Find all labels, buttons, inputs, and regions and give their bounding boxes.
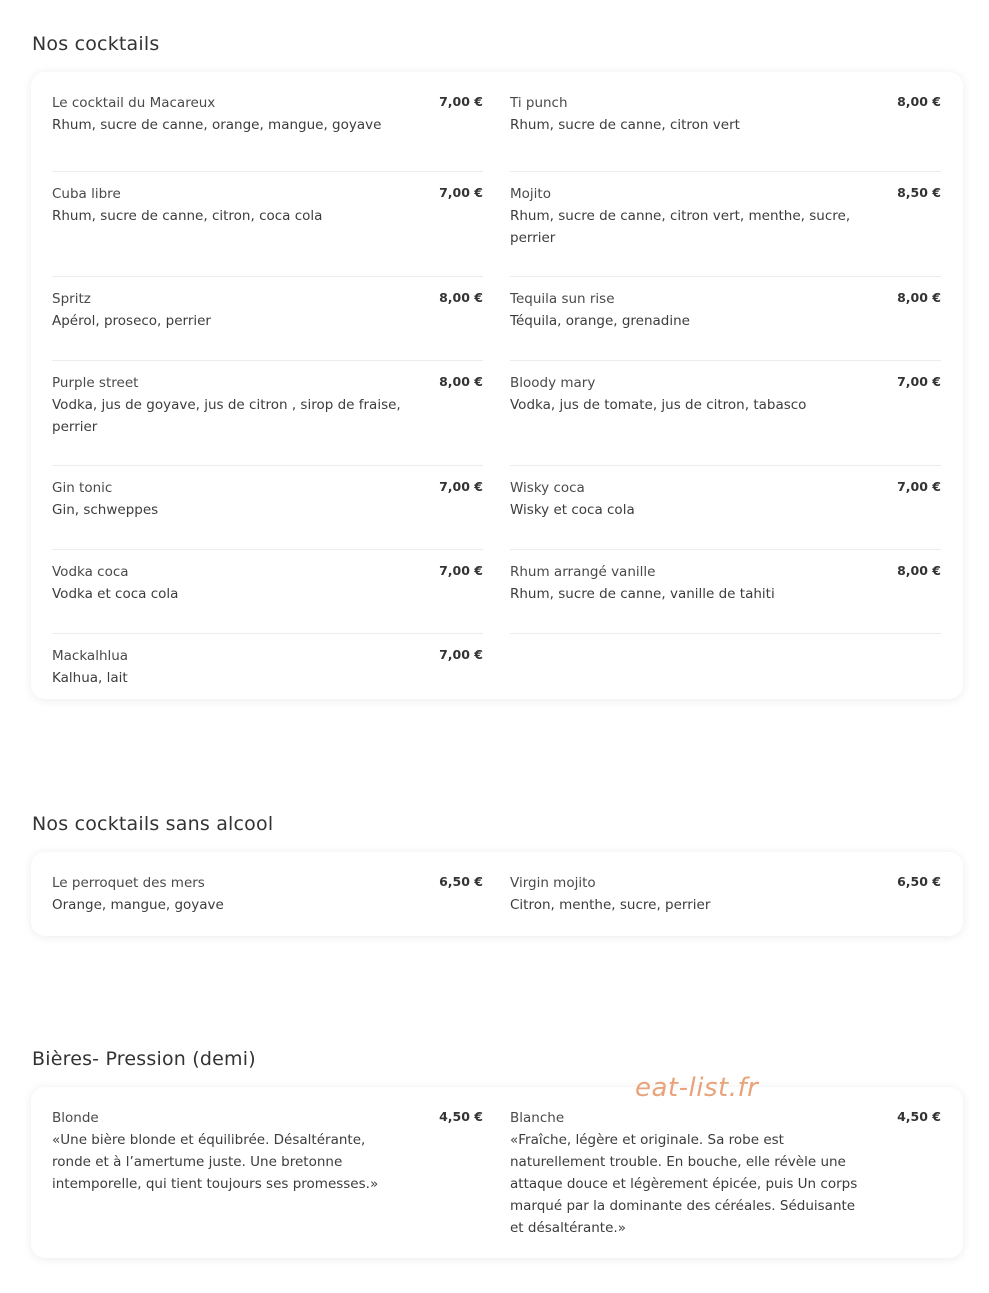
- item-price: 7,00 €: [439, 647, 483, 662]
- item-price: 7,00 €: [439, 94, 483, 109]
- item-name: Blonde: [52, 1110, 99, 1126]
- item-name: Blanche: [510, 1110, 565, 1126]
- item-price: 7,00 €: [439, 563, 483, 578]
- menu-item: [52, 172, 483, 277]
- item-price: 8,00 €: [897, 563, 941, 578]
- item-name: Ti punch: [510, 95, 568, 111]
- item-price: 8,50 €: [897, 185, 941, 200]
- item-name: Gin tonic: [52, 480, 113, 496]
- item-name: Mojito: [510, 186, 551, 202]
- section-title-beers: Bières- Pression (demi): [32, 1048, 256, 1070]
- item-description: Apérol, proseco, perrier: [52, 313, 211, 329]
- item-description: Rhum, sucre de canne, orange, mangue, goyave: [52, 117, 382, 133]
- item-description: Vodka et coca cola: [52, 586, 179, 602]
- item-description: Rhum, sucre de canne, citron, coca cola: [52, 208, 323, 224]
- menu-item: [510, 361, 941, 466]
- item-name: Wisky coca: [510, 480, 585, 496]
- item-price: 8,00 €: [897, 290, 941, 305]
- item-name: Spritz: [52, 291, 91, 307]
- item-description: Rhum, sucre de canne, vanille de tahiti: [510, 586, 775, 602]
- item-description: Kalhua, lait: [52, 670, 128, 686]
- watermark: eat-list.fr: [635, 1073, 759, 1103]
- item-name: Le perroquet des mers: [52, 875, 205, 891]
- item-price: 8,00 €: [439, 374, 483, 389]
- item-name: Tequila sun rise: [510, 291, 615, 307]
- item-description: Rhum, sucre de canne, citron vert: [510, 117, 740, 133]
- item-price: 6,50 €: [897, 874, 941, 889]
- item-price: 6,50 €: [439, 874, 483, 889]
- menu-item: [52, 277, 483, 361]
- item-price: 4,50 €: [897, 1109, 941, 1124]
- item-description: «Une bière blonde et équilibrée. Désaltérante, ronde et à l’amertume juste. Une bretonne intemporelle, qui tient toujours ses promesses.»: [52, 1132, 379, 1192]
- menu-item: [510, 172, 941, 277]
- item-price: 7,00 €: [439, 479, 483, 494]
- item-description: Wisky et coca cola: [510, 502, 635, 518]
- item-description: Rhum, sucre de canne, citron vert, menthe, sucre, perrier: [510, 208, 851, 246]
- menu-item: [52, 1103, 483, 1243]
- item-description: Téquila, orange, grenadine: [510, 313, 690, 329]
- menu-item: [510, 466, 941, 550]
- menu-item: [52, 361, 483, 466]
- menu-card-cocktails: [31, 72, 963, 699]
- item-price: 8,00 €: [897, 94, 941, 109]
- menu-item: [52, 634, 483, 704]
- item-name: Le cocktail du Macareux: [52, 95, 216, 111]
- item-description: Orange, mangue, goyave: [52, 897, 224, 913]
- menu-card-mocktails: [31, 852, 963, 936]
- item-description: «Fraîche, légère et originale. Sa robe est naturellement trouble. En bouche, elle révèle une attaque douce et légèrement épicée, puis Un corps marqué par la dominante des céréales. Séduisante et désaltérante.»: [510, 1132, 858, 1236]
- item-price: 7,00 €: [897, 479, 941, 494]
- item-name: Bloody mary: [510, 375, 596, 391]
- section-title-mocktails: Nos cocktails sans alcool: [32, 813, 274, 835]
- item-name: Cuba libre: [52, 186, 121, 202]
- item-price: 4,50 €: [439, 1109, 483, 1124]
- menu-item: [52, 466, 483, 550]
- menu-item: [510, 1103, 941, 1243]
- section-title-cocktails: Nos cocktails: [32, 33, 160, 55]
- item-name: Rhum arrangé vanille: [510, 564, 656, 580]
- item-description: Citron, menthe, sucre, perrier: [510, 897, 711, 913]
- item-description: Gin, schweppes: [52, 502, 159, 518]
- menu-item: [510, 868, 941, 924]
- menu-item: [510, 550, 941, 634]
- item-price: 7,00 €: [439, 185, 483, 200]
- item-name: Mackalhlua: [52, 648, 129, 664]
- menu-item: [510, 277, 941, 361]
- item-description: Vodka, jus de tomate, jus de citron, tabasco: [510, 397, 807, 413]
- item-description: Vodka, jus de goyave, jus de citron , sirop de fraise, perrier: [52, 397, 401, 435]
- menu-item: [52, 550, 483, 634]
- menu-card-beers: [31, 1087, 963, 1258]
- menu-item: [52, 868, 483, 924]
- item-name: Purple street: [52, 375, 139, 391]
- item-name: Vodka coca: [52, 564, 129, 580]
- menu-item: [510, 88, 941, 172]
- item-name: Virgin mojito: [510, 875, 596, 891]
- item-price: 8,00 €: [439, 290, 483, 305]
- menu-item: [52, 88, 483, 172]
- item-price: 7,00 €: [897, 374, 941, 389]
